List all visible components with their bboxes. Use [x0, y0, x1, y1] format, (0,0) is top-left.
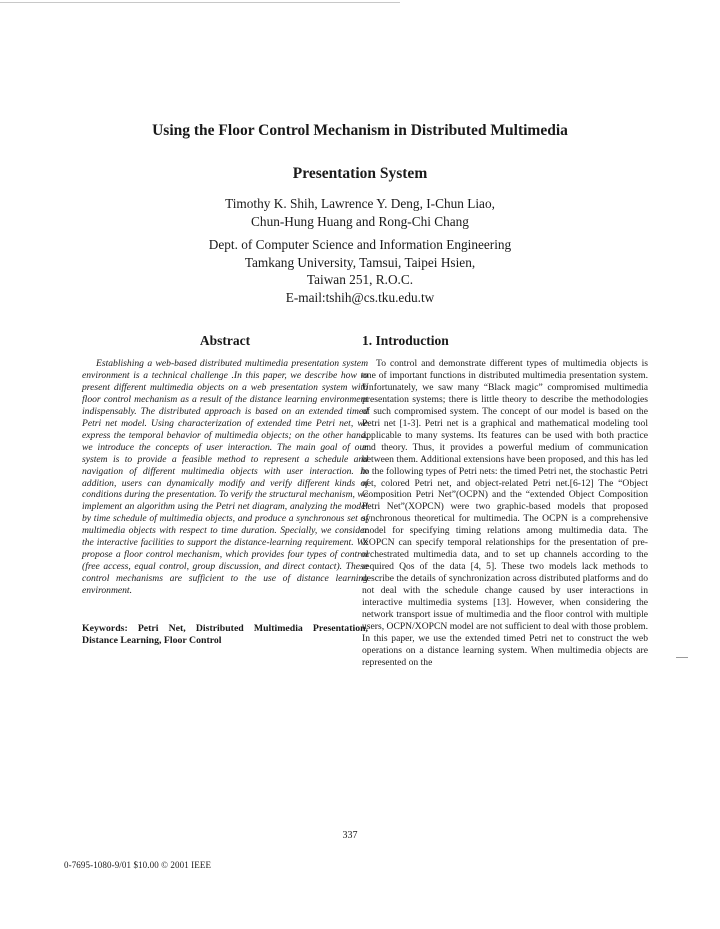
- margin-mark: [676, 657, 688, 658]
- affiliation-line-1: Dept. of Computer Science and Information Engineering: [208, 237, 512, 252]
- abstract-text: Establishing a web-based distributed multimedia presentation system environment is a technical challenge .In this paper, we describe how to present different multimedia objects on a web presentation system with floor control mechanism as a result of the distance learning environment indispensably. The distributed approach is based on an extended timed Petri net model. Using characterization of extended time Petri net, we express the temporal behavior of multimedia objects; on the other hand, we introduce the concepts of user interaction. The main goal of our system is to provide a feasible method to represent a schedule and navigation of different multimedia objects with user interaction. In addition, users can dynamically modify and verify different kinds of conditions during the presentation. To verify the structural mechanism, we implement an algorithm using the Petri net diagram, analyzing the model by time schedule of multimedia objects, and produce a synchronous set of multimedia objects with respect to time duration. Specially, we consider the interactive facilities to support the distance-learning requirement. We propose a floor control mechanism, which provides four types of control (free access, equal control, group discussion, and direct contact). These control mechanisms are sufficient to the use of distance learning environment.: [82, 358, 368, 597]
- authors: [0, 195, 720, 230]
- keywords: Keywords: Petri Net, Distributed Multimedia Presentation, Distance Learning, Floor Control: [82, 623, 368, 647]
- introduction-text: To control and demonstrate different types of multimedia objects is one of important functions in distributed multimedia presentation system. Unfortunately, we saw many “Black magic” compromised multimedia presentation systems; there is little theory to describe the methodologies of such compromised system. The concept of our model is based on the Petri net [1-3]. Petri net is a graphical and mathematical modeling tool applicable to many systems. Its features can be used with both practice and theory. Thus, it provides a powerful medium of communication between them. Additional extensions have been proposed, and this has led to the following types of Petri nets: the timed Petri net, the stochastic Petri net, colored Petri net, and object-related Petri net.[6-12] The “Object Composition Petri Net”(OCPN) and the “extended Object Composition Petri Net”(XOPCN) were two graphic-based models that proposed synchronous theoretical for multimedia. The OCPN is a comprehensive model for specifying timing relations among multimedia data. The XOPCN can specify temporal relationships for the presentation of pre-orchestrated multimedia data, and to set up channels according to the required Qos of the data [4, 5]. These two models lack methods to describe the details of synchronization across distributed platforms and do not deal with the schedule change caused by user interactions in interactive multimedia systems [13]. However, when considering the network transport issue of multimedia and the floor control with multiple users, OCPN/XOPCN model are not sufficient to deal with those problem. In this paper, we use the extended timed Petri net to construct the web operations on a distance learning system. When multimedia objects are represented on the: [362, 358, 648, 668]
- right-column: [362, 332, 648, 669]
- email: E-mail:tshih@cs.tku.edu.tw: [285, 289, 435, 305]
- authors-line-1: Timothy K. Shih, Lawrence Y. Deng, I-Chun Liao,: [225, 196, 495, 211]
- authors-line-2: Chun-Hung Huang and Rong-Chi Chang: [251, 213, 469, 229]
- affiliation-line-2: Tamkang University, Tamsui, Taipei Hsien,: [244, 254, 476, 270]
- left-column: [82, 332, 368, 647]
- top-rule: [0, 2, 400, 3]
- affiliation: [0, 236, 720, 306]
- introduction-heading: 1. Introduction: [362, 333, 449, 348]
- abstract-heading: Abstract: [199, 333, 251, 348]
- affiliation-line-3: Taiwan 251, R.O.C.: [306, 272, 414, 287]
- paper-title-line-2: Presentation System: [292, 165, 428, 182]
- page-number: 337: [342, 830, 358, 841]
- copyright-line: 0-7695-1080-9/01 $10.00 © 2001 IEEE: [64, 860, 212, 870]
- paper-title-line-1: Using the Floor Control Mechanism in Distributed Multimedia: [152, 122, 568, 139]
